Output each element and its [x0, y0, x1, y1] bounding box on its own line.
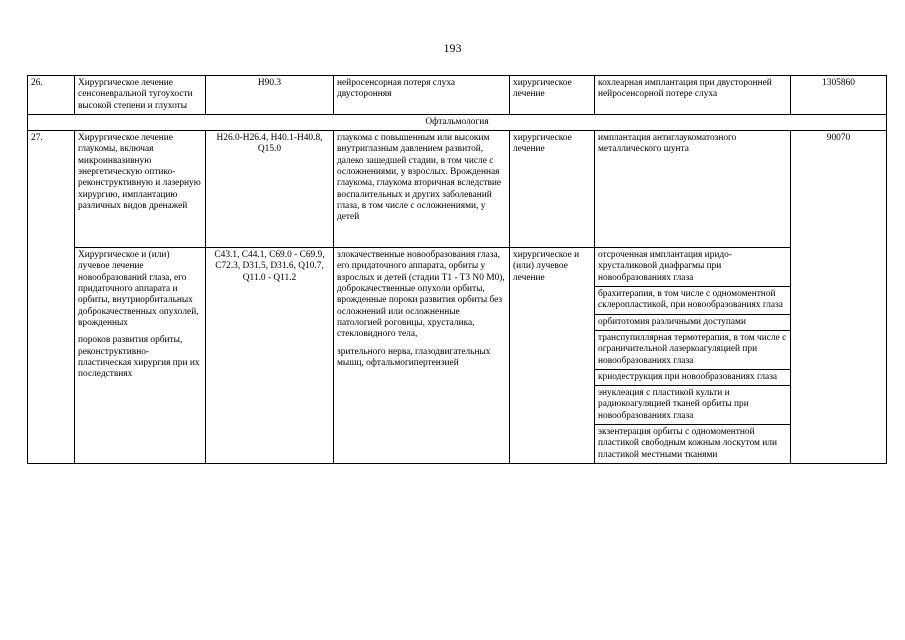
- treatment-method-item: брахитерапия, в том числе с одномоментной склеропластикой, при новообразованиях глаза: [595, 287, 790, 315]
- treatment-type: хирургическое и (или) лучевое лечение: [510, 248, 595, 464]
- patient-model: глаукома с повышенным или высоким внутриглазным давлением развитой, далеко зашедшей стадии, в том числе с осложнениями, у взрослых. Врожденная глаукома, глаукома вторичная вследствие воспалительных и других заболеваний глаза, в том числе с осложнениями, у детей: [334, 131, 510, 248]
- tariff-value: 90070: [791, 131, 887, 464]
- page-number: 193: [443, 41, 462, 55]
- table-row-26: [28, 76, 887, 115]
- treatment-method-item: энуклеация с пластикой культи и радиокоагуляцией тканей орбиты при новообразованиях глаза: [595, 386, 790, 425]
- table-row-27-oncology: [28, 248, 887, 464]
- care-type-name: [75, 248, 206, 464]
- table-row-27: [28, 131, 887, 248]
- treatment-method-item: транспупиллярная термотерапия, в том числе с ограничительной лазеркоагуляцией при новообразованиях глаза: [595, 330, 790, 369]
- patient-model-part1: злокачественные новообразования глаза, его придаточного аппарата, орбиты у взрослых и детей (стадии T1 - T3 N0 M0), доброкачественные опухоли орбиты, врожденные пороки развития орбиты без осложнений или осложненные патологией роговицы, хрусталика, стекловидного тела,: [337, 250, 505, 340]
- treatment-methods-list: [595, 248, 790, 463]
- treatment-method-item: отсроченная имплантация иридо-хрусталиковой диафрагмы при новообразованиях глаза: [595, 248, 790, 286]
- patient-model: [334, 248, 510, 464]
- section-header-row: [28, 114, 887, 130]
- row-number: 27.: [28, 131, 75, 464]
- treatment-method: имплантация антиглаукоматозного металлического шунта: [595, 131, 791, 248]
- treatment-method: кохлеарная имплантация при двусторонней нейросенсорной потере слуха: [595, 76, 791, 115]
- treatment-method-item: экзентерация орбиты с одномоментной пластикой свободным кожным лоскутом или пластикой местными тканями: [598, 427, 777, 460]
- patient-model: нейросенсорная потеря слуха двусторонняя: [334, 76, 510, 115]
- care-type-name-part1: Хирургическое и (или) лучевое лечение новообразований глаза, его придаточного аппарата и орбиты, внутриорбитальных доброкачественных опухолей, врожденных: [78, 250, 199, 328]
- section-title: Офтальмология: [28, 114, 887, 130]
- treatment-type: хирургическое лечение: [510, 76, 595, 115]
- treatment-method-item: орбитотомия различными доступами: [595, 314, 790, 330]
- icd-codes: H26.0-H26.4, H40.1-H40.8, Q15.0: [206, 131, 334, 248]
- icd-codes: H90.3: [206, 76, 334, 115]
- icd-codes: C43.1, C44.1, C69.0 - C69.9, C72.3, D31.5, D31.6, Q10.7, Q11.0 - Q11.2: [206, 248, 334, 464]
- tariff-value: 1305860: [791, 76, 887, 115]
- treatment-methods-cell: [595, 248, 791, 464]
- care-type-name-part2: пороков развития орбиты, реконструктивно-пластическая хирургия при их последствиях: [78, 335, 200, 380]
- treatment-method-item: криодеструкция при новообразованиях глаза: [595, 369, 790, 385]
- patient-model-part2: зрительного нерва, глазодвигательных мышц, офтальмогипертензией: [337, 346, 491, 368]
- medical-care-table: [27, 75, 887, 464]
- care-type-name: Хирургическое лечение сенсоневральной тугоухости высокой степени и глухоты: [75, 76, 206, 115]
- row-number: 26.: [28, 76, 75, 115]
- care-type-name: Хирургическое лечение глаукомы, включая микроинвазивную энергетическую оптико-реконструктивную и лазерную хирургию, имплантацию различных видов дренажей: [75, 131, 206, 248]
- treatment-type: хирургическое лечение: [510, 131, 595, 248]
